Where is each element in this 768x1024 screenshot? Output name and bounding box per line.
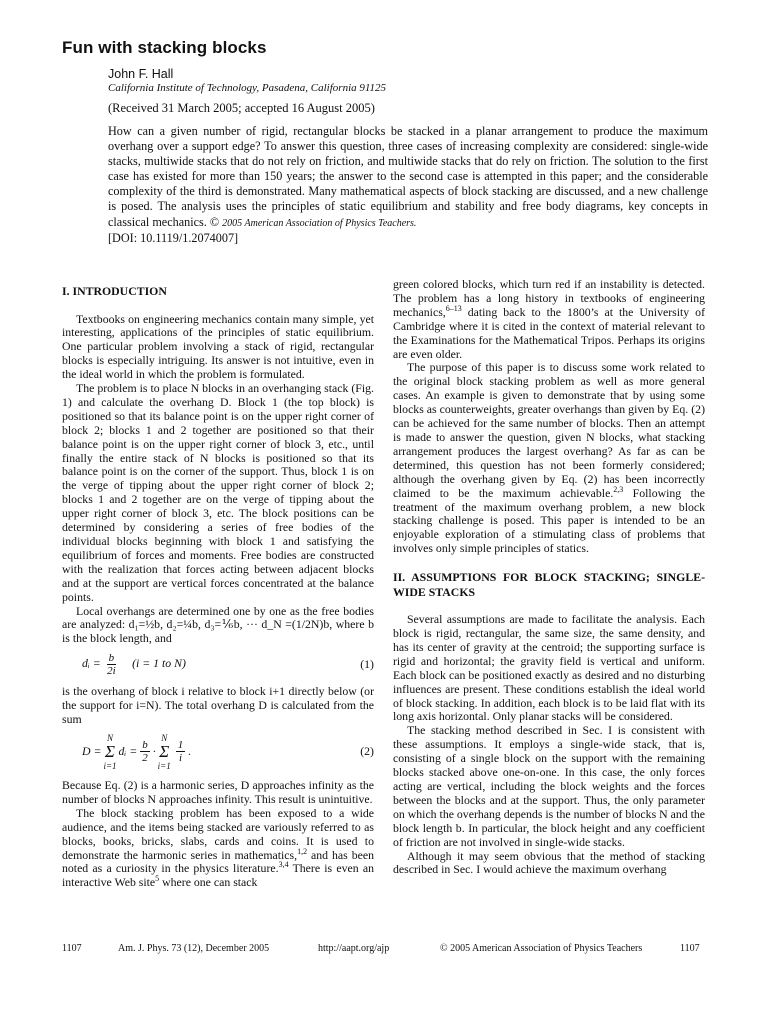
eq2-term: dᵢ = bbox=[118, 744, 138, 759]
paragraph: Because Eq. (2) is a harmonic series, D approaches infinity as the number of blocks N approaches infinity. This result is unintuitive. bbox=[62, 777, 374, 806]
journal-url[interactable]: http://aapt.org/ajp bbox=[318, 943, 390, 954]
journal-citation: Am. J. Phys. 73 (12), December 2005 bbox=[118, 943, 270, 954]
author-affiliation: California Institute of Technology, Pasadena, California 91125 bbox=[108, 82, 387, 94]
citation: 6–13 bbox=[445, 303, 462, 313]
text: The block stacking problem has been exposed to a wide audience, and the items being stacked are variously referred to as blocks, books, bricks, slabs, cards and coins. It is used to demonstrate the harmonic series in mathematics, bbox=[62, 805, 374, 862]
eq2-sum2-top: N bbox=[161, 732, 168, 743]
paragraph: The problem is to place N blocks in an overhanging stack (Fig. 1) and calculate the overhang D. Block 1 (the top block) is positioned so that its balance point is on the upper right corner of block 2; blocks 1 and 2 together are positioned so that their balance point is on the upper right corner of block 3, etc., until finally the entire stack of N blocks is positioned so that its balance point is on the corner of the support. Thus, block 1 is on the verge of tipping about the upper right corner of block 2; blocks 1 and 2 together are on the verge of tipping about the upper right corner of block 3, etc. The block positions can be determined by considering a series of free bodies of the individual blocks beginning with block 1 and satisfying the equilibrium of forces and moments. Free bodies are constructed with the realization that forces acting between adjacent blocks and at the support are vertical forces concentrated at the balance points. bbox=[62, 381, 374, 604]
eq1-denominator: 2i bbox=[107, 665, 116, 678]
eq2-sum2-bottom: i=1 bbox=[157, 760, 171, 771]
text: dating back to the 1800’s at the University of Cambridge where it is cited in the context of material relevant to the Examinations for the Mathematical Tripos. Perhaps its origins are even older. bbox=[393, 304, 705, 361]
abstract-copyright: 2005 American Association of Physics Teachers. bbox=[222, 217, 417, 229]
sigma-icon: Σ bbox=[104, 741, 116, 761]
paragraph: is the overhang of block i relative to block i+1 directly below (or the support for i=N). The total overhang D is calculated from the sum bbox=[62, 684, 374, 727]
text: Following the treatment of the maximum overhang problem, a new block stacking challenge is posed. This paper is intended to be an enjoyable exploration of a stimulating class of problems that involves only simple principles of statics. bbox=[393, 485, 705, 556]
text: and has been noted as a curiosity in the physics literature. bbox=[62, 847, 374, 876]
received-dates: (Received 31 March 2005; accepted 16 August 2005) bbox=[108, 101, 375, 115]
citation: 2,3 bbox=[613, 484, 624, 494]
eq2-end: . bbox=[188, 744, 192, 759]
equation-1 bbox=[62, 652, 374, 677]
citation: 5 bbox=[155, 874, 160, 884]
text: green colored blocks, which turn red if an instability is detected. The problem has a long history in textbooks of engineering mechanics, bbox=[393, 277, 705, 319]
paragraph: Local overhangs are determined one by one as the free bodies are analyzed: d₁=½b, d₂=¼b, d₃=⅙b, ··· d_N =(1/2N)b, where b is the block length, and bbox=[62, 603, 374, 646]
eq2-fraction-i-num: 1 bbox=[177, 739, 184, 752]
eq2-fraction-i-den: i bbox=[178, 752, 183, 765]
text: where one can stack bbox=[159, 875, 258, 890]
author-name: John F. Hall bbox=[108, 67, 174, 81]
eq2-dot: · bbox=[152, 744, 156, 759]
eq2-summation bbox=[103, 733, 116, 771]
eq1-fraction bbox=[107, 652, 117, 677]
text: There is even an interactive Web site bbox=[62, 861, 374, 890]
eq2-fraction-b bbox=[140, 739, 150, 764]
text: The purpose of this paper is to discuss some work related to the original block stacking problem as well as more general cases. An example is given to demonstrate that by using some blocks as counterweights, greater overhangs than given by Eq. (2) can be achieved for the same number of blocks. Then an attempt is made to answer the question, given N blocks, what stacking arrangement produces the largest overhang? As far as can be determined, this question has not been formerly considered; although the overhang given by Eq. (2) has been incorrectly claimed to be the maximum achievable. bbox=[393, 360, 705, 500]
page-number-right: 1107 bbox=[680, 943, 700, 954]
paper-title: Fun with stacking blocks bbox=[62, 38, 267, 57]
paragraph bbox=[62, 807, 374, 890]
paragraph: Although it may seem obvious that the method of stacking described in Sec. I would achieve the maximum overhang bbox=[393, 848, 705, 877]
abstract bbox=[108, 124, 708, 246]
abstract-doi: [DOI: 10.1119/1.2074007] bbox=[108, 230, 239, 245]
eq2-lhs: D = bbox=[82, 744, 102, 759]
eq2-number: (2) bbox=[360, 744, 374, 759]
citation: 1,2 bbox=[297, 846, 308, 856]
paragraph: The stacking method described in Sec. I is consistent with these assumptions. It employs a single-wide stack, that is, consisting of a single block on the support with the remaining blocks stacked above one-on-one. In this case, the only forces acting are vertical, including the block weights and the forces between the blocks and at the support. Thus, the only parameter on which the overhang depends is the number of blocks N and the block length b. In particular, the block height and any coefficient of friction are not involved in single-wide stacks. bbox=[393, 723, 705, 849]
eq2-sum-top: N bbox=[106, 732, 113, 743]
eq2-fraction-b-num: b bbox=[142, 739, 148, 752]
sigma-icon: Σ bbox=[159, 741, 170, 761]
section-heading-introduction: I. INTRODUCTION bbox=[62, 284, 167, 298]
paragraph: Several assumptions are made to facilitate the analysis. Each block is rigid, rectangular, the same size, the same density, and has its center of gravity at the centroid; the supporting surface is rigid and horizontal; the gravity field is vertical and uniform. Each block can be positioned exactly as desired and no disturbing influences are present. These conditions establish the ideal world of block stacking. In addition, each block is to be laid flat with its long axis horizontal. Only planar stacks will be considered. bbox=[393, 612, 705, 724]
eq2-summation-2 bbox=[158, 733, 171, 771]
eq2-fraction-b-den: 2 bbox=[142, 752, 148, 765]
eq1-range: (i = 1 to N) bbox=[132, 656, 186, 671]
paragraph bbox=[393, 278, 705, 361]
citation: 3,4 bbox=[278, 860, 289, 870]
eq1-lhs: dᵢ = bbox=[82, 656, 101, 671]
abstract-text: How can a given number of rigid, rectangular blocks be stacked in a planar arrangement to produce the maximum overhang over a support edge? To answer this question, three cases of increasing complexity are considered: single-wide stacks, multiwide stacks that do not rely on friction, and multiwide stacks that do rely on friction. The solution to the first case has existed for more than 150 years; the answer to the second case is attempted in this paper; and the considerable complexity of the third is demonstrated. Many mathematical aspects of block stacking are discussed, and a new challenge is posed. The analysis uses the principles of static equilibrium and stability and free body diagrams, key concepts in classical mechanics. © bbox=[108, 124, 708, 229]
footer-copyright: © 2005 American Association of Physics Teachers bbox=[440, 943, 643, 954]
eq2-sum-bottom: i=1 bbox=[103, 760, 117, 771]
eq2-fraction-i bbox=[176, 739, 186, 764]
page-number-left: 1107 bbox=[62, 943, 82, 954]
equation-2 bbox=[62, 733, 374, 771]
paragraph bbox=[393, 361, 705, 556]
left-column bbox=[62, 284, 374, 890]
paragraph: Textbooks on engineering mechanics contain many simple, yet interesting, applications of the principles of static equilibrium. One particular problem involving a stack of rigid, rectangular blocks is especially intriguing. Its answer is not intuitive, even in the ideal world in which the problem is formulated. bbox=[62, 311, 374, 382]
right-column bbox=[393, 278, 705, 877]
eq1-numerator: b bbox=[108, 652, 115, 665]
section-heading-assumptions: II. ASSUMPTIONS FOR BLOCK STACKING; SINGLE-WIDE STACKS bbox=[393, 570, 705, 599]
eq1-number: (1) bbox=[360, 656, 374, 671]
